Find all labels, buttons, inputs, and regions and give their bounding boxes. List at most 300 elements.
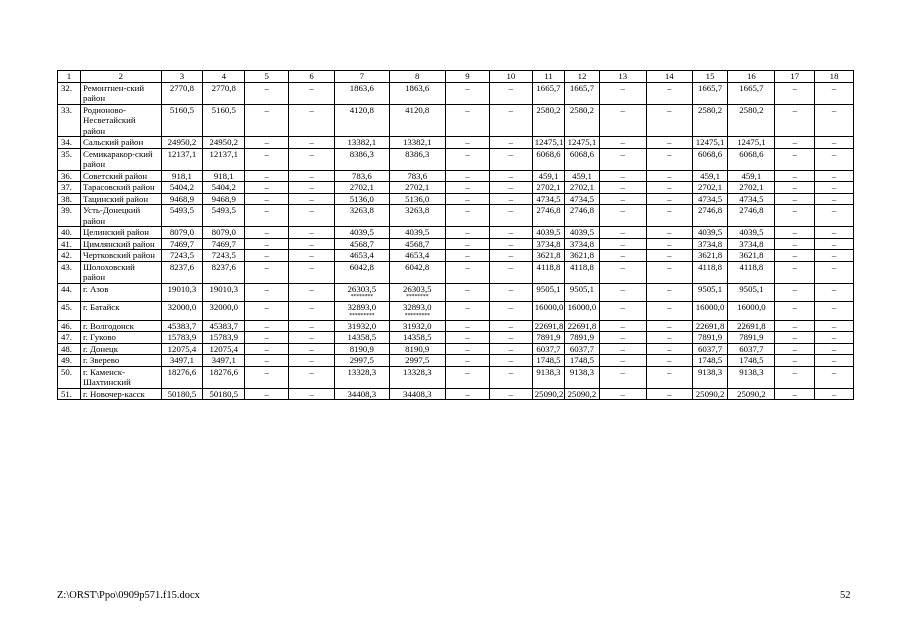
- value-text: –: [792, 250, 797, 260]
- value-text: 918,1: [172, 170, 192, 181]
- row-number: 34.: [58, 137, 81, 149]
- value-cell: [775, 388, 815, 400]
- table-row: [58, 250, 854, 262]
- value-text: –: [309, 104, 314, 115]
- value-cell: [815, 238, 854, 250]
- value-text: –: [508, 261, 514, 272]
- value-cell: [599, 104, 646, 137]
- table-row: [58, 193, 854, 205]
- value-text: –: [508, 366, 514, 377]
- value-cell: [203, 366, 245, 388]
- value-text: 4653,4: [349, 250, 374, 260]
- value-text: 4734,5: [697, 193, 723, 204]
- value-text: 2997,5: [405, 355, 430, 365]
- table-row: [58, 343, 854, 355]
- value-cell: [599, 238, 646, 250]
- value-text: –: [508, 170, 514, 181]
- value-cell: [692, 283, 728, 302]
- value-text: –: [264, 366, 269, 377]
- value-cell: [532, 355, 564, 367]
- value-cell: [489, 388, 532, 400]
- value-text: –: [620, 182, 625, 192]
- value-text: –: [620, 366, 625, 377]
- value-text: –: [309, 283, 314, 294]
- value-text: –: [309, 238, 314, 249]
- value-cell: [728, 170, 775, 182]
- footer-file-path: Z:\ORST\Ppo\0909p571.f15.docx: [57, 590, 200, 601]
- value-text: 9138,3: [739, 366, 764, 377]
- value-text: 8237,6: [211, 261, 236, 272]
- value-cell: [815, 302, 854, 321]
- municipality-name: г. Каменск-Шахтинский: [81, 366, 162, 388]
- value-cell: [289, 302, 335, 321]
- value-cell: [565, 170, 600, 182]
- value-cell: [389, 182, 445, 194]
- value-text: –: [465, 82, 470, 93]
- value-cell: [692, 250, 728, 262]
- value-text: –: [620, 82, 625, 93]
- value-cell: [203, 137, 245, 149]
- value-cell: [728, 193, 775, 205]
- column-number: 12: [565, 71, 600, 83]
- value-cell: [728, 227, 775, 239]
- value-text: 8237,6: [169, 261, 195, 272]
- value-cell: [203, 283, 245, 302]
- value-text: –: [831, 320, 837, 331]
- value-text: 50180,5: [209, 388, 239, 399]
- value-cell: [599, 205, 646, 227]
- municipality-name: Тацинский район: [81, 193, 162, 205]
- value-text: 7243,5: [169, 250, 195, 260]
- value-cell: [203, 332, 245, 344]
- value-cell: [161, 82, 203, 104]
- value-cell: [646, 366, 692, 388]
- value-text: 9505,1: [569, 283, 595, 294]
- value-text: 12075,4: [167, 343, 197, 354]
- value-text: –: [831, 193, 837, 204]
- value-text: 24950,2: [167, 137, 197, 147]
- value-text: –: [620, 205, 625, 215]
- value-cell: [161, 170, 203, 182]
- value-text: 13382,1: [402, 137, 432, 147]
- value-cell: [335, 82, 389, 104]
- value-text: –: [264, 343, 269, 354]
- value-text: 4734,5: [739, 193, 764, 204]
- value-cell: [532, 227, 564, 239]
- value-cell: [775, 193, 815, 205]
- value-text: 32893,0: [402, 302, 432, 312]
- value-text: 15783,9: [209, 332, 239, 342]
- value-text: 5493,5: [169, 205, 195, 215]
- footnote-marks: ********: [350, 294, 374, 300]
- value-cell: [489, 320, 532, 332]
- value-text: –: [792, 148, 797, 159]
- value-text: 22691,8: [737, 320, 766, 331]
- value-text: –: [264, 250, 269, 260]
- value-text: –: [465, 388, 470, 399]
- value-cell: [161, 302, 203, 321]
- value-cell: [599, 261, 646, 283]
- value-text: –: [667, 205, 672, 215]
- value-cell: [245, 104, 289, 137]
- value-cell: [289, 388, 335, 400]
- value-text: –: [831, 366, 837, 377]
- value-cell: [565, 261, 600, 283]
- value-text: –: [831, 343, 837, 354]
- column-number: 14: [646, 71, 692, 83]
- value-text: 5160,5: [169, 104, 195, 115]
- value-text: 31932,0: [402, 320, 432, 331]
- value-text: –: [667, 227, 672, 237]
- value-text: 26303,5: [347, 283, 377, 294]
- value-text: 12475,1: [695, 137, 725, 147]
- value-text: –: [465, 343, 470, 354]
- value-text: –: [465, 250, 470, 260]
- value-cell: [599, 343, 646, 355]
- value-text: –: [792, 205, 797, 215]
- value-text: –: [667, 302, 672, 312]
- value-cell: [489, 182, 532, 194]
- value-text: –: [792, 227, 797, 237]
- value-cell: [532, 320, 564, 332]
- value-text: 6068,6: [739, 148, 764, 159]
- value-cell: [289, 366, 335, 388]
- value-text: –: [508, 283, 514, 294]
- municipality-name: Чертковский район: [81, 250, 162, 262]
- value-text: 7469,7: [169, 238, 195, 249]
- value-text: 9505,1: [697, 283, 723, 294]
- value-cell: [646, 261, 692, 283]
- value-cell: [728, 320, 775, 332]
- value-text: –: [792, 137, 797, 147]
- value-text: 32000,0: [167, 302, 197, 312]
- value-text: 4039,5: [697, 227, 723, 237]
- value-cell: [335, 193, 389, 205]
- value-cell: [815, 182, 854, 194]
- value-text: 4118,8: [739, 261, 764, 272]
- value-cell: [646, 283, 692, 302]
- value-cell: [161, 250, 203, 262]
- value-cell: [728, 238, 775, 250]
- value-cell: [445, 182, 489, 194]
- value-text: 1665,7: [739, 82, 764, 93]
- value-cell: [289, 137, 335, 149]
- value-text: 15783,9: [167, 332, 197, 342]
- value-cell: [245, 82, 289, 104]
- value-cell: [646, 250, 692, 262]
- value-cell: [445, 170, 489, 182]
- value-cell: [728, 283, 775, 302]
- value-cell: [389, 320, 445, 332]
- column-number: 9: [445, 71, 489, 83]
- value-cell: [489, 227, 532, 239]
- value-cell: [646, 205, 692, 227]
- value-text: –: [620, 170, 625, 181]
- value-cell: [599, 82, 646, 104]
- value-text: –: [465, 148, 470, 159]
- value-cell: [203, 193, 245, 205]
- value-cell: [532, 82, 564, 104]
- value-text: –: [831, 104, 837, 115]
- value-cell: [203, 205, 245, 227]
- row-number: 43.: [58, 261, 81, 283]
- value-text: –: [508, 193, 514, 204]
- value-cell: [728, 205, 775, 227]
- value-cell: [289, 104, 335, 137]
- value-cell: [599, 137, 646, 149]
- value-cell: [445, 137, 489, 149]
- value-cell: [335, 170, 389, 182]
- value-text: –: [465, 104, 470, 115]
- value-text: –: [667, 170, 672, 181]
- value-text: –: [620, 332, 625, 342]
- value-cell: [389, 250, 445, 262]
- row-number: 36.: [58, 170, 81, 182]
- row-number: 35.: [58, 148, 81, 170]
- value-cell: [815, 193, 854, 205]
- value-text: 18276,6: [167, 366, 197, 377]
- column-number: 10: [489, 71, 532, 83]
- table-row: [58, 302, 854, 321]
- footnote-marks: *********: [404, 312, 430, 319]
- value-text: –: [792, 238, 797, 249]
- value-text: 31932,0: [347, 320, 377, 331]
- table-row: [58, 205, 854, 227]
- value-cell: [335, 261, 389, 283]
- value-text: –: [508, 82, 514, 93]
- value-text: 16000,0: [737, 302, 766, 312]
- value-cell: [245, 366, 289, 388]
- value-cell: [445, 366, 489, 388]
- value-text: 13328,3: [347, 366, 377, 377]
- value-cell: [692, 170, 728, 182]
- value-text: –: [309, 366, 314, 377]
- table-row: [58, 366, 854, 388]
- value-text: 459,1: [700, 170, 720, 181]
- value-cell: [335, 238, 389, 250]
- value-text: –: [465, 170, 470, 181]
- value-cell: [565, 193, 600, 205]
- value-text: 2580,2: [697, 104, 723, 115]
- value-cell: [445, 388, 489, 400]
- value-text: 1665,7: [697, 82, 723, 93]
- value-cell: [565, 82, 600, 104]
- value-cell: [692, 227, 728, 239]
- value-text: 25090,2: [737, 388, 766, 399]
- municipality-name: Целинский район: [81, 227, 162, 239]
- value-text: 6037,7: [697, 343, 723, 354]
- value-cell: [335, 332, 389, 344]
- value-text: –: [792, 193, 797, 204]
- value-text: –: [264, 205, 269, 215]
- value-text: 3734,8: [569, 238, 595, 249]
- value-cell: [161, 148, 203, 170]
- value-cell: [389, 137, 445, 149]
- value-cell: [728, 182, 775, 194]
- value-text: 4039,5: [536, 227, 561, 237]
- value-cell: [815, 355, 854, 367]
- value-text: –: [465, 261, 470, 272]
- value-text: –: [508, 148, 514, 159]
- value-cell: [599, 332, 646, 344]
- value-text: –: [831, 250, 837, 260]
- value-text: 22691,8: [534, 320, 564, 331]
- value-text: 14358,5: [402, 332, 432, 342]
- value-text: 918,1: [213, 170, 234, 181]
- value-text: 4118,8: [536, 261, 561, 272]
- value-cell: [692, 193, 728, 205]
- column-number: 17: [775, 71, 815, 83]
- value-cell: [203, 238, 245, 250]
- value-text: –: [667, 148, 672, 159]
- value-text: –: [465, 302, 470, 312]
- value-cell: [489, 343, 532, 355]
- value-text: 8190,9: [349, 343, 374, 354]
- value-cell: [389, 238, 445, 250]
- value-cell: [775, 320, 815, 332]
- value-text: –: [831, 182, 837, 192]
- value-cell: [245, 355, 289, 367]
- value-text: –: [792, 283, 797, 294]
- value-cell: [489, 332, 532, 344]
- table-row: [58, 82, 854, 104]
- value-text: 50180,5: [167, 388, 197, 399]
- value-text: 12137,1: [167, 148, 197, 159]
- value-text: 4653,4: [405, 250, 430, 260]
- value-cell: [203, 148, 245, 170]
- value-cell: [489, 148, 532, 170]
- value-text: –: [667, 104, 672, 115]
- value-text: 9505,1: [536, 283, 561, 294]
- value-text: –: [831, 227, 837, 237]
- value-text: 4118,8: [698, 261, 723, 272]
- value-text: 34408,3: [402, 388, 432, 399]
- footnote-marks: *********: [349, 312, 375, 319]
- row-number: 39.: [58, 205, 81, 227]
- value-cell: [289, 343, 335, 355]
- value-cell: [565, 283, 600, 302]
- municipality-name: Шолоховский район: [81, 261, 162, 283]
- value-cell: [599, 170, 646, 182]
- value-cell: [532, 170, 564, 182]
- table-row: [58, 388, 854, 400]
- value-text: –: [620, 283, 625, 294]
- table-row: [58, 104, 854, 137]
- value-text: –: [620, 320, 625, 331]
- value-text: 4734,5: [536, 193, 561, 204]
- value-cell: [289, 170, 335, 182]
- value-cell: [489, 82, 532, 104]
- value-cell: [599, 148, 646, 170]
- value-text: –: [667, 250, 672, 260]
- value-cell: [646, 170, 692, 182]
- value-cell: [532, 148, 564, 170]
- value-cell: [728, 250, 775, 262]
- value-cell: [245, 250, 289, 262]
- value-cell: [445, 238, 489, 250]
- value-text: –: [465, 205, 470, 215]
- value-cell: [245, 332, 289, 344]
- value-text: –: [667, 388, 672, 399]
- value-cell: [289, 205, 335, 227]
- value-cell: [815, 366, 854, 388]
- value-text: –: [620, 302, 625, 312]
- municipality-name: Сальский район: [81, 137, 162, 149]
- value-text: 8079,0: [169, 227, 195, 237]
- value-cell: [692, 355, 728, 367]
- value-cell: [389, 104, 445, 137]
- municipality-name: г. Азов: [81, 283, 162, 302]
- value-cell: [161, 388, 203, 400]
- value-cell: [728, 366, 775, 388]
- value-cell: [692, 320, 728, 332]
- value-text: –: [792, 332, 797, 342]
- value-cell: [489, 205, 532, 227]
- value-cell: [646, 238, 692, 250]
- value-cell: [389, 355, 445, 367]
- value-cell: [775, 366, 815, 388]
- value-cell: [692, 104, 728, 137]
- value-text: 2580,2: [739, 104, 764, 115]
- value-text: –: [264, 238, 269, 249]
- table-row: [58, 283, 854, 302]
- value-cell: [161, 193, 203, 205]
- value-text: 6037,7: [536, 343, 561, 354]
- row-number: 32.: [58, 82, 81, 104]
- value-text: –: [309, 250, 314, 260]
- row-number: 42.: [58, 250, 81, 262]
- value-text: –: [620, 355, 625, 365]
- value-text: 45383,7: [167, 320, 197, 331]
- value-cell: [445, 193, 489, 205]
- value-cell: [289, 283, 335, 302]
- table-row: [58, 137, 854, 149]
- value-cell: [203, 355, 245, 367]
- value-text: –: [264, 227, 269, 237]
- value-text: –: [508, 355, 514, 365]
- value-text: –: [667, 82, 672, 93]
- value-cell: [161, 343, 203, 355]
- column-number: 7: [335, 71, 389, 83]
- value-cell: [389, 332, 445, 344]
- value-text: –: [508, 238, 514, 249]
- value-cell: [532, 104, 564, 137]
- value-text: 2746,8: [739, 205, 764, 215]
- value-text: 9468,9: [169, 193, 195, 204]
- value-cell: [335, 302, 389, 321]
- value-text: –: [620, 388, 625, 399]
- value-text: 459,1: [572, 170, 592, 181]
- value-text: –: [264, 261, 269, 272]
- value-text: 7891,9: [536, 332, 561, 342]
- column-number: 13: [599, 71, 646, 83]
- value-text: –: [667, 332, 672, 342]
- value-cell: [489, 250, 532, 262]
- value-text: –: [264, 104, 269, 115]
- column-number: 8: [389, 71, 445, 83]
- value-text: –: [667, 137, 672, 147]
- value-text: 459,1: [741, 170, 762, 181]
- value-cell: [692, 366, 728, 388]
- value-text: –: [465, 332, 470, 342]
- value-text: –: [264, 137, 269, 147]
- value-text: 783,6: [407, 170, 428, 181]
- value-text: 4039,5: [569, 227, 595, 237]
- budget-table: [57, 70, 854, 400]
- column-number: 5: [245, 71, 289, 83]
- value-text: 45383,7: [209, 320, 239, 331]
- value-text: –: [667, 283, 672, 294]
